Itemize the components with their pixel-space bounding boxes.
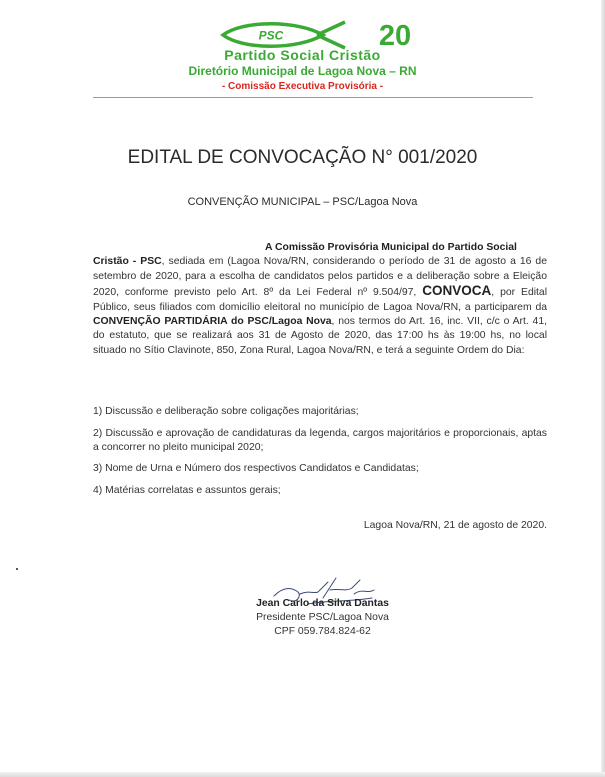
org-name: Partido Social Cristão [224, 47, 381, 63]
convention-bold: CONVENÇÃO PARTIDÁRIA do PSC/Lagoa Nova [93, 316, 332, 328]
paragraph-lead [93, 241, 547, 255]
org-directory: Diretório Municipal de Lagoa Nova – RN [188, 64, 417, 78]
paragraph-text-3: , nos termos do Art. 16, inc. VII, c/c o Art. 41, do estatuto, que se realizará aos 31 de Agosto de 2020, das 17:00 hs às 19:00 hs, no local situado no Sítio Clavinote, 850, Zona Rural, Lagoa Nova/RN, e terá a seguinte Ordem do Dia: [93, 316, 547, 356]
convoca-bold: CONVOCA [422, 283, 492, 299]
signatory-role: Presidente PSC/Lagoa Nova [256, 612, 389, 623]
convocation-paragraph [93, 241, 547, 358]
logo-number-text: 20 [378, 20, 412, 52]
agenda-item-4: 4) Matérias correlatas e assuntos gerais; [93, 485, 281, 496]
paragraph-text-1: , sediada em (Lagoa Nova/RN, considerando o período de 31 de agosto a 16 de setembro de 2020, para a escolha de candidatos pelos partidos e a deliberação sobre a Eleição 2020, conforme previsto pelo Art. 8º da Lei Federal nº 9.504/97, [93, 256, 547, 299]
document-subtitle: CONVENÇÃO MUNICIPAL – PSC/Lagoa Nova [187, 196, 418, 208]
signatory-cpf: CPF 059.784.824-62 [274, 626, 371, 637]
paragraph-text-2: , por Edital Público, seus filiados com domicílio eleitoral no município de Lagoa Nova/RN, a participarem da [93, 287, 548, 313]
scan-artifact [16, 568, 18, 570]
party-name-bold: Cristão - PSC [93, 256, 162, 268]
dateline: Lagoa Nova/RN, 21 de agosto de 2020. [363, 520, 547, 531]
agenda-item-1: 1) Discussão e deliberação sobre coligações majoritárias; [93, 406, 359, 417]
handwritten-signature [268, 574, 378, 616]
signatory-name: Jean Carlo da Silva Dantas [256, 598, 389, 609]
document-title: EDITAL DE CONVOCAÇÃO N° 001/2020 [127, 147, 478, 168]
agenda-item-2: 2) Discussão e aprovação de candidaturas da legenda, cargos majoritários e proporcionais, aptas a concorrer no pleito municipal 2020; [93, 428, 547, 454]
agenda-item-3: 3) Nome de Urna e Número dos respectivos Candidatos e Candidatas; [93, 463, 419, 474]
page-edge-bottom [0, 772, 605, 777]
logo-psc-text: PSC [258, 28, 284, 43]
page-edge-right [601, 0, 605, 777]
paragraph-lead-text: A Comissão Provisória Municipal do Partido Social [265, 242, 517, 253]
header-divider [93, 97, 533, 98]
org-commission: - Comissão Executiva Provisória - [221, 81, 384, 92]
